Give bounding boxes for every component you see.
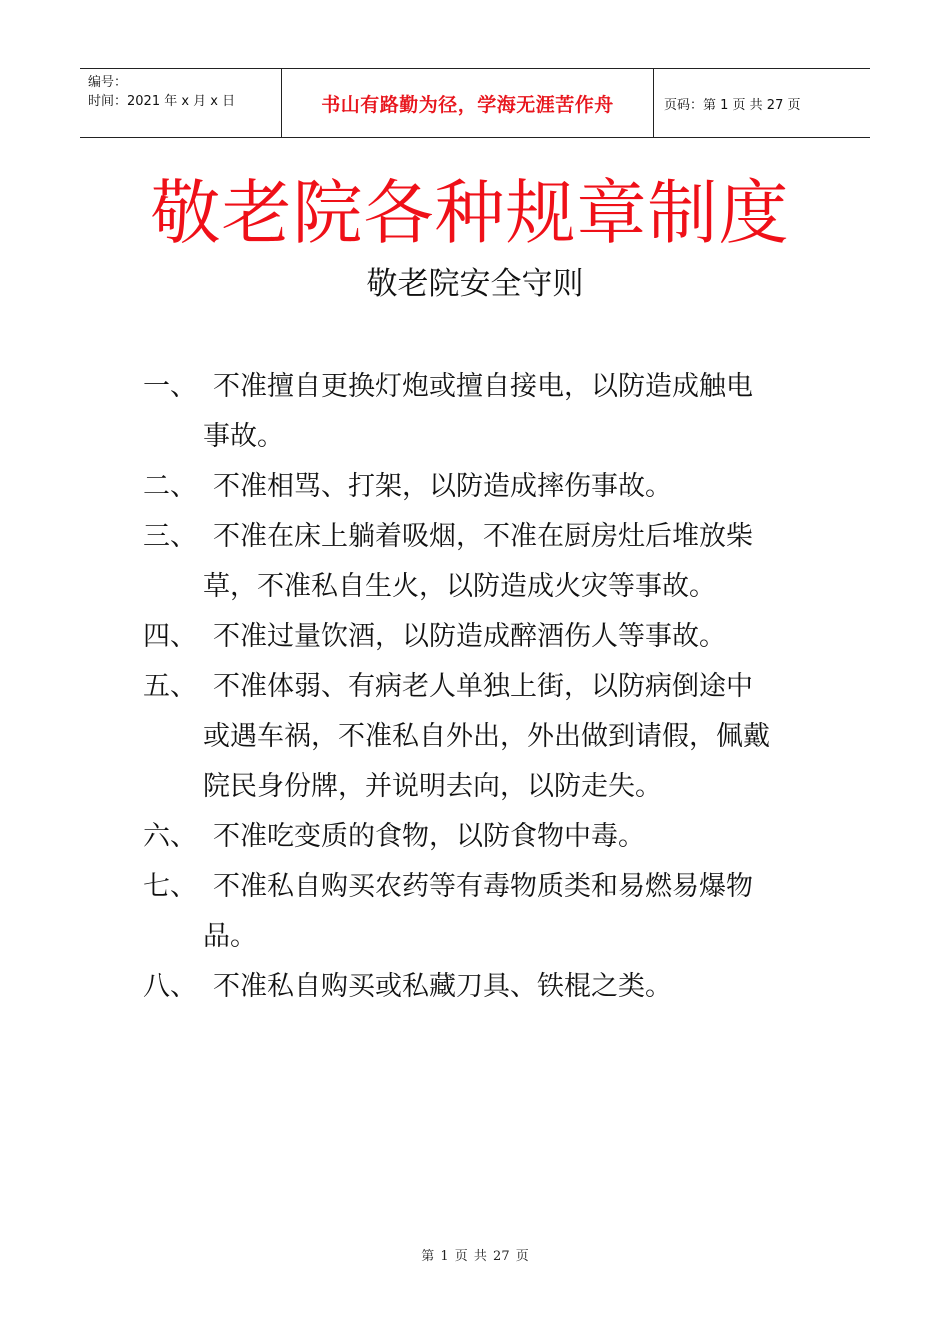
rule-line: 不准体弱、有病老人单独上街，以防病倒途中 xyxy=(213,671,753,702)
rule-number: 六、 xyxy=(143,821,197,852)
rule-text xyxy=(201,662,823,812)
rule-line: 不准过量饮酒，以防造成醉酒伤人等事故。 xyxy=(213,621,726,652)
rule-item xyxy=(143,662,823,812)
rule-text xyxy=(201,812,823,862)
rule-line: 不准私自购买或私藏刀具、铁棍之类。 xyxy=(213,971,672,1002)
rule-item xyxy=(143,462,823,512)
rule-number: 三、 xyxy=(143,521,197,552)
rule-text xyxy=(201,462,823,512)
time-label: 时间：2021 年 x 月 x 日 xyxy=(88,94,236,109)
number-label: 编号： xyxy=(88,75,128,90)
rule-line: 事故。 xyxy=(203,421,284,452)
header-page-info: 页码：第 1 页 共 27 页 xyxy=(664,97,801,113)
rule-text xyxy=(201,612,823,662)
header-motto: 书山有路勤为径，学海无涯苦作舟 xyxy=(282,69,654,137)
document-subtitle: 敬老院安全守则 xyxy=(366,266,584,302)
rule-item xyxy=(143,862,823,962)
rule-number: 四、 xyxy=(143,621,197,652)
rule-item xyxy=(143,612,823,662)
rule-text xyxy=(201,512,823,612)
page-footer: 第 1 页 共 27 页 xyxy=(421,1249,529,1264)
rule-line: 或遇车祸，不准私自外出，外出做到请假，佩戴 xyxy=(203,721,770,752)
document-title: 敬老院各种规章制度 xyxy=(150,172,790,254)
rule-line: 不准擅自更换灯炮或擅自接电，以防造成触电 xyxy=(213,371,753,402)
rule-item xyxy=(143,362,823,462)
rule-line: 不准私自购买农药等有毒物质类和易燃易爆物 xyxy=(213,871,753,902)
rule-item xyxy=(143,962,823,1012)
rule-line: 不准相骂、打架，以防造成摔伤事故。 xyxy=(213,471,672,502)
rule-text xyxy=(201,862,823,962)
rule-line: 院民身份牌，并说明去向，以防走失。 xyxy=(203,771,662,802)
rule-number: 二、 xyxy=(143,471,197,502)
rule-number: 七、 xyxy=(143,871,197,902)
document-header xyxy=(80,68,870,138)
rule-item xyxy=(143,512,823,612)
rule-text xyxy=(201,962,823,1012)
rule-item xyxy=(143,812,823,862)
rule-number: 八、 xyxy=(143,971,197,1002)
rule-line: 草，不准私自生火，以防造成火灾等事故。 xyxy=(203,571,716,602)
rule-number: 一、 xyxy=(143,371,197,402)
rules-list xyxy=(143,362,823,1012)
rule-number: 五、 xyxy=(143,671,197,702)
rule-line: 不准在床上躺着吸烟，不准在厨房灶后堆放柴 xyxy=(213,521,753,552)
header-meta xyxy=(80,69,282,137)
rule-line: 不准吃变质的食物，以防食物中毒。 xyxy=(213,821,645,852)
rule-line: 品。 xyxy=(203,921,257,952)
rule-text xyxy=(201,362,823,462)
